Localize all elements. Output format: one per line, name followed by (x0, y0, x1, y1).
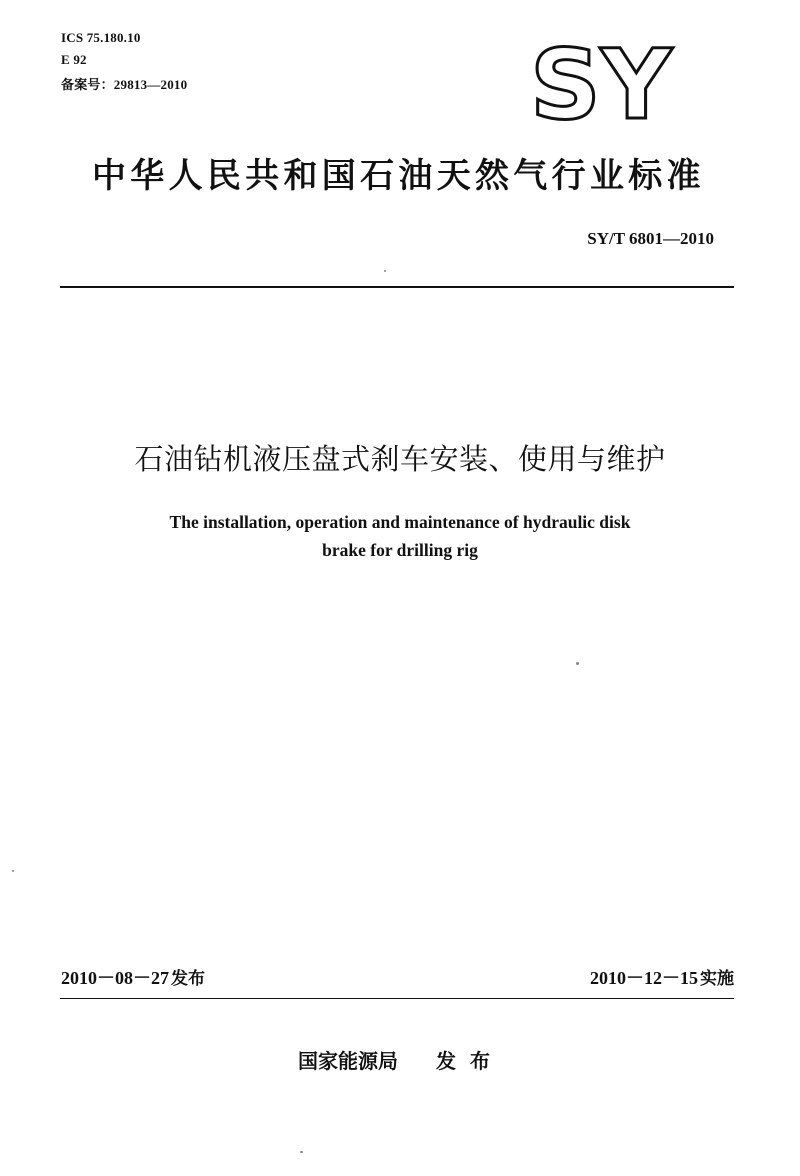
issue-date-block (61, 964, 205, 990)
ics-code: ICS 75.180.10 (61, 30, 141, 45)
document-title-chinese: 石油钻机液压盘式刹车安装、使用与维护 (134, 442, 666, 476)
scan-speck (300, 1151, 303, 1153)
document-title-english-line1: The installation, operation and maintenance of hydraulic disk (169, 512, 631, 532)
scan-speck (384, 270, 386, 272)
scan-speck (576, 662, 579, 665)
top-divider (60, 286, 734, 288)
effective-date-block (590, 964, 734, 990)
filing-number: 备案号：29813—2010 (61, 77, 188, 92)
org-title: 中华人民共和国石油天然气行业标准 (92, 156, 705, 196)
issue-date: 2010－08－27 (61, 968, 169, 988)
issue-label: 发布 (171, 969, 205, 989)
effective-label: 实施 (700, 969, 734, 989)
classification-code: E 92 (61, 52, 87, 67)
logo-text: SY (530, 38, 674, 126)
document-title-english-line2: brake for drilling rig (322, 540, 478, 560)
publisher-verb: 发布 (436, 1049, 504, 1073)
scan-speck (12, 870, 14, 872)
effective-date: 2010－12－15 (590, 968, 698, 988)
publisher-name: 国家能源局 (298, 1049, 398, 1073)
standard-number: SY/T 6801—2010 (587, 229, 714, 248)
publisher-block (298, 1045, 504, 1074)
bottom-divider (60, 998, 734, 999)
sy-logo (526, 38, 676, 126)
